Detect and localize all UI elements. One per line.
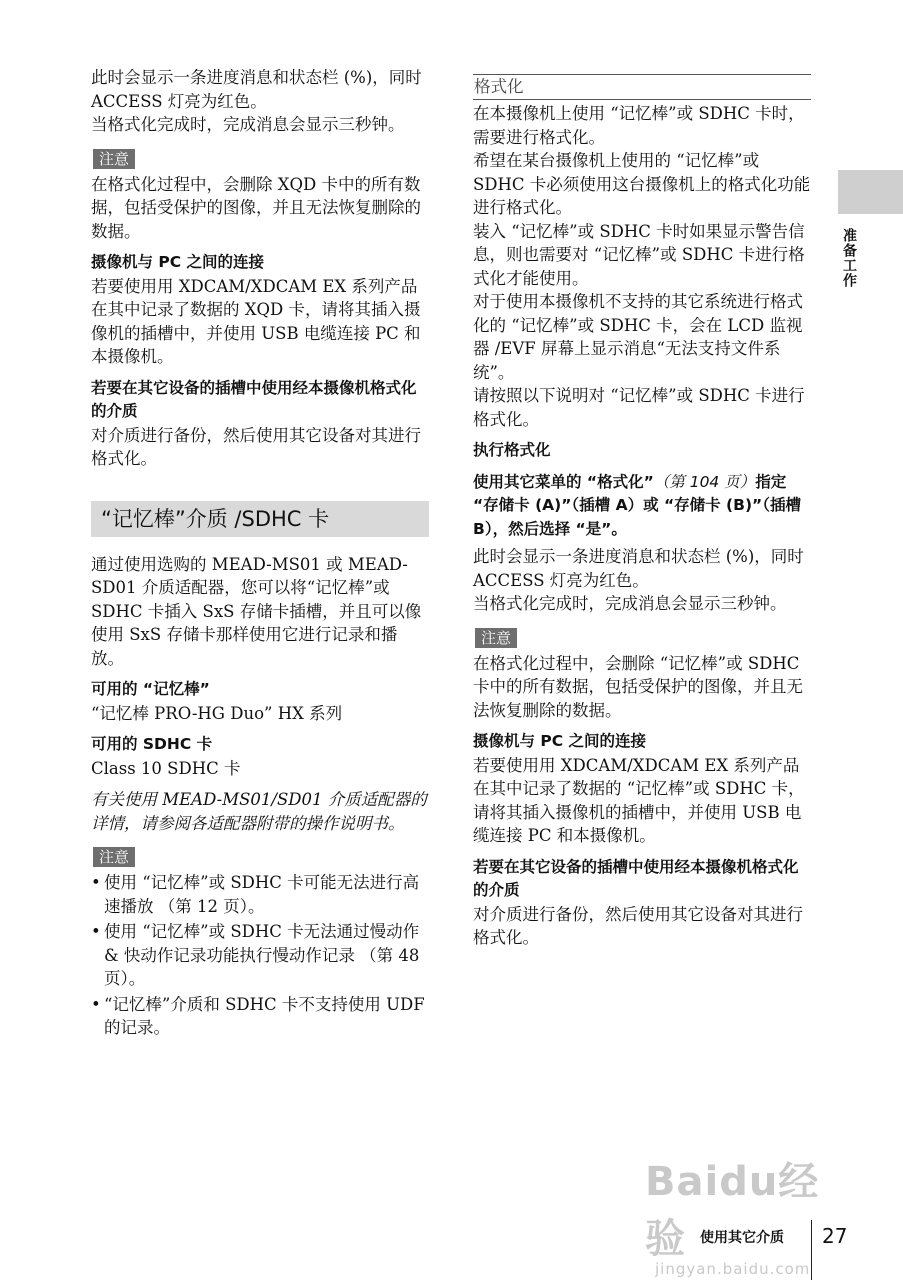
note-badge: 注意: [93, 149, 135, 169]
chapter-tab: [838, 170, 903, 214]
chapter-label: 准备工作: [841, 228, 857, 288]
instruction: [473, 471, 811, 542]
heading-pc-connection: 摄像机与 PC 之间的连接: [473, 732, 647, 750]
note-badge: 注意: [475, 628, 517, 648]
footer-label: 使用其它介质: [700, 1230, 784, 1246]
watermark: [645, 1150, 848, 1278]
note-text: 在格式化过程中，会删除 “记忆棒”或 SDHC 卡中的所有数据，包括受保护的图像，并且无法恢复删除的数据。: [473, 653, 803, 720]
page-number: 27: [822, 1224, 848, 1248]
paragraph: 请按照以下说明对 “记忆棒”或 SDHC 卡进行格式化。: [473, 386, 805, 429]
paragraph: 在本摄像机上使用 “记忆棒”或 SDHC 卡时，需要进行格式化。: [473, 104, 805, 147]
paragraph: 对于使用本摄像机不支持的其它系统进行格式化的 “记忆棒”或 SDHC 卡，会在 LCD 监视器 /EVF 屏幕上显示消息“无法支持文件系统”。: [473, 292, 803, 382]
sub-section-title: 格式化: [473, 74, 811, 100]
paragraph: Class 10 SDHC 卡: [91, 758, 241, 778]
paragraph: 对介质进行备份，然后使用其它设备对其进行格式化。: [473, 904, 803, 947]
note-list: [91, 871, 429, 1040]
right-column: [473, 64, 811, 950]
heading-pc-connection: 摄像机与 PC 之间的连接: [91, 253, 265, 271]
paragraph: 此时会显示一条进度消息和状态栏 (%)，同时 ACCESS 灯亮为红色。: [91, 68, 422, 111]
paragraph: 若要使用用 XDCAM/XDCAM EX 系列产品在其中记录了数据的 “记忆棒”或 SDHC 卡，请将其插入摄像机的插槽中，并使用 USB 电缆连接 PC 和本摄像机。: [473, 755, 805, 845]
footer-divider: [811, 1220, 812, 1280]
paragraph: 希望在某台摄像机上使用的 “记忆棒”或 SDHC 卡必须使用这台摄像机上的格式化功能进行格式化。: [473, 151, 811, 217]
heading-memory-stick: 可用的 “记忆棒”: [91, 680, 210, 698]
heading-other-device: 若要在其它设备的插槽中使用经本摄像机格式化的介质: [91, 378, 417, 420]
instruction-part: 使用其它菜单的 “格式化”: [473, 472, 654, 491]
watermark-url: jingyan.baidu.com: [655, 1260, 811, 1278]
list-item: • 使用 “记忆棒”或 SDHC 卡可能无法进行高速播放 （第 12 页）。: [91, 871, 429, 918]
left-column: [91, 66, 429, 1042]
heading-sdhc: 可用的 SDHC 卡: [91, 735, 213, 753]
list-item: • 使用 “记忆棒”或 SDHC 卡无法通过慢动作 & 快动作记录功能执行慢动作记录 （第 48 页）。: [91, 920, 429, 991]
paragraph: 当格式化完成时，完成消息会显示三秒钟。: [473, 594, 787, 613]
page-reference: （第 104 页）: [653, 472, 756, 491]
instruction-part: 指定 “存储卡 (A)”（插槽 A）或 “存储卡 (B)”（插槽 B），然后选择 “是”。: [473, 472, 801, 538]
paragraph: 当格式化完成时，完成消息会显示三秒钟。: [91, 115, 405, 134]
paragraph: 若要使用用 XDCAM/XDCAM EX 系列产品在其中记录了数据的 XQD 卡，请将其插入摄像机的插槽中，并使用 USB 电缆连接 PC 和本摄像机。: [91, 276, 421, 366]
heading-execute-format: 执行格式化: [473, 441, 551, 459]
list-item: • “记忆棒”介质和 SDHC 卡不支持使用 UDF 的记录。: [91, 993, 429, 1040]
note-text: 在格式化过程中，会删除 XQD 卡中的所有数据，包括受保护的图像，并且无法恢复删除的数据。: [91, 174, 421, 241]
paragraph: “记忆棒 PRO-HG Duo” HX 系列: [91, 703, 343, 723]
heading-other-device: 若要在其它设备的插槽中使用经本摄像机格式化的介质: [473, 857, 799, 899]
watermark-logo: Baidu经验: [645, 1159, 820, 1262]
italic-note: 有关使用 MEAD-MS01/SD01 介质适配器的详情，请参阅各适配器附带的操作说明书。: [91, 790, 427, 833]
note-badge: 注意: [93, 847, 135, 867]
paragraph: 对介质进行备份，然后使用其它设备对其进行格式化。: [91, 425, 421, 468]
paragraph: 装入 “记忆棒”或 SDHC 卡时如果显示警告信息，则也需要对 “记忆棒”或 SDHC 卡进行格式化才能使用。: [473, 221, 805, 288]
paragraph: 通过使用选购的 MEAD-MS01 或 MEAD-SD01 介质适配器，您可以将“记忆棒”或 SDHC 卡插入 SxS 存储卡插槽，并且可以像使用 SxS 存储卡那样使用它进行记录和播放。: [91, 554, 422, 668]
section-title: “记忆棒”介质 /SDHC 卡: [91, 501, 429, 537]
paragraph: 此时会显示一条进度消息和状态栏 (%)，同时 ACCESS 灯亮为红色。: [473, 547, 804, 590]
